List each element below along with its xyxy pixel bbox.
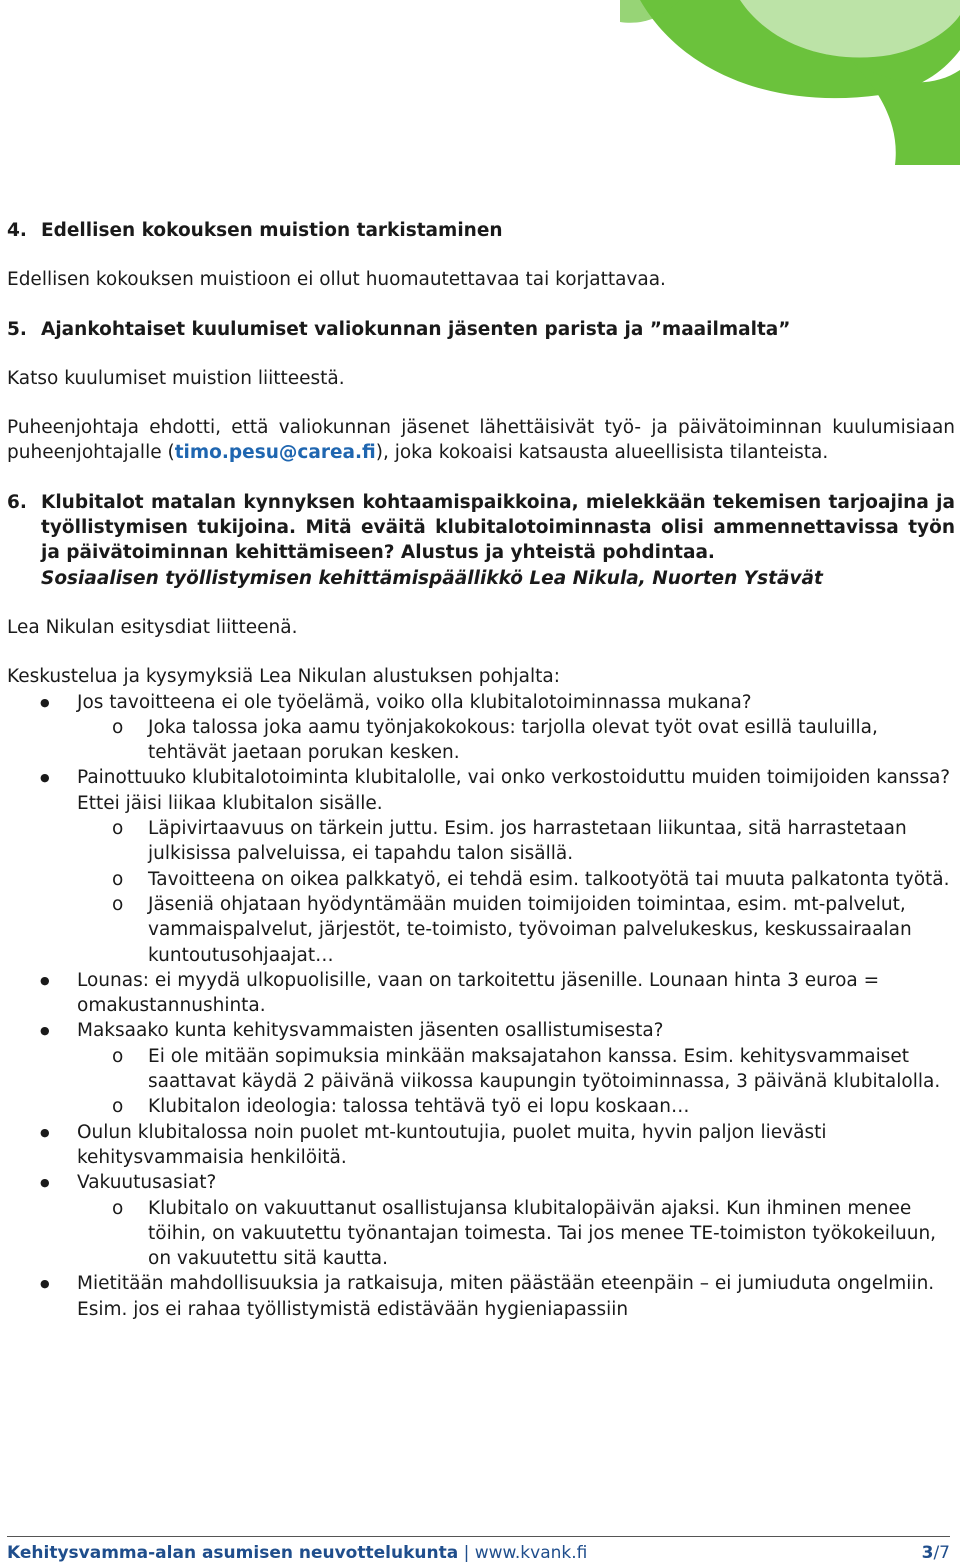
green-swirl-logo-icon <box>620 0 960 165</box>
list-subitem: o Läpivirtaavuus on tärkein juttu. Esim. jos harrastetaan liikuntaa, sitä harrastetaan julkisissa palveluissa, ei tapahdu talon sisällä. <box>7 816 955 867</box>
list-item: ● Lounas: ei myydä ulkopuolisille, vaan on tarkoitettu jäsenille. Lounaan hinta 3 euroa = omakustannushinta. <box>7 968 955 1019</box>
list-subitem: o Klubitalon ideologia: talossa tehtävä työ ei lopu koskaan… <box>7 1094 955 1119</box>
section-5-heading: 5. Ajankohtaiset kuulumiset valiokunnan jäsenten parista ja ”maailmalta” <box>7 318 791 340</box>
page-number: 3/7 <box>921 1543 950 1563</box>
document-body <box>7 218 955 1322</box>
list-item: ● Jos tavoitteena ei ole työelämä, voiko olla klubitalotoiminnassa mukana? <box>7 690 955 715</box>
footer-separator: | <box>463 1543 470 1563</box>
section-5-text-2: Puheenjohtaja ehdotti, että valiokunnan jäsenet lähettäisivät työ- ja päivätoiminnan kuulumisiaan puheenjohtajalle (timo.pesu@carea.fi), joka kokoaisi katsausta alueellisista tilanteista. <box>7 417 955 464</box>
section-5-text-1: Katso kuulumiset muistion liitteestä. <box>7 367 345 389</box>
footer-brand: Kehitysvamma-alan asumisen neuvottelukunta <box>7 1543 459 1563</box>
list-subitem: o Tavoitteena on oikea palkkatyö, ei tehdä esim. talkootyötä tai muuta palkatonta työtä. <box>7 867 955 892</box>
list-item: ● Vakuutusasiat? <box>7 1170 955 1195</box>
footer-url[interactable]: www.kvank.fi <box>474 1543 588 1563</box>
section-6-intro: Keskustelua ja kysymyksiä Lea Nikulan alustuksen pohjalta: <box>7 666 560 688</box>
email-link[interactable]: timo.pesu@carea.fi <box>174 442 376 464</box>
section-4-text: Edellisen kokouksen muistioon ei ollut huomautettavaa tai korjattavaa. <box>7 269 666 291</box>
list-subitem: o Jäseniä ohjataan hyödyntämään muiden toimijoiden toimintaa, esim. mt-palvelut, vammaispalvelut, järjestöt, te-toimisto, työvoiman palvelukeskus, keskussairaalan kuntoutusohjaajat… <box>7 892 955 968</box>
section-6-speaker: Sosiaalisen työllistymisen kehittämispäällikkö Lea Nikula, Nuorten Ystävät <box>41 567 823 589</box>
list-item: ● Painottuuko klubitalotoiminta klubitalolle, vai onko verkostoiduttu muiden toimijoiden kanssa? Ettei jäisi liikaa klubitalon sisälle. <box>7 765 955 816</box>
section-6-text-1: Lea Nikulan esitysdiat liitteenä. <box>7 616 298 638</box>
list-item: ● Oulun klubitalossa noin puolet mt-kuntoutujia, puolet muita, hyvin paljon lievästi kehitysvammaisia henkilöitä. <box>7 1120 955 1171</box>
list-subitem: o Joka talossa joka aamu työnjakokokous: tarjolla olevat työt ovat esillä tauluilla, tehtävät jaetaan porukan kesken. <box>7 715 955 766</box>
list-item: ● Maksaako kunta kehitysvammaisten jäsenten osallistumisesta? <box>7 1018 955 1043</box>
list-subitem: o Ei ole mitään sopimuksia minkään maksajatahon kanssa. Esim. kehitysvammaiset saattavat käydä 2 päivänä viikossa kaupungin työtoiminnassa, 3 päivänä klubitalolla. <box>7 1044 955 1095</box>
list-item: ● Mietitään mahdollisuuksia ja ratkaisuja, miten päästään eteenpäin – ei jumiuduta ongelmiin. Esim. jos ei rahaa työllistymistä edistävään hygieniapassiin <box>7 1271 955 1322</box>
discussion-list <box>7 690 955 1322</box>
section-6-heading: 6. Klubitalot matalan kynnyksen kohtaamispaikkoina, mielekkään tekemisen tarjoajina ja työllistymisen tukijoina. Mitä eväitä klubitalotoiminnasta olisi ammennettavissa työn ja päivätoiminnan kehittämiseen? Alustus ja yhteistä pohdintaa. Sosiaalisen työllistymisen kehittämispäällikkö Lea Nikula, Nuorten Ystävät <box>7 491 955 589</box>
list-subitem: o Klubitalo on vakuuttanut osallistujansa klubitalopäivän ajaksi. Kun ihminen menee töihin, on vakuutettu työnantajan toimesta. Tai jos menee TE-toimiston työkokeiluun, on vakuutettu sitä kautta. <box>7 1196 955 1272</box>
page-footer <box>7 1536 950 1563</box>
section-4-heading: 4. Edellisen kokouksen muistion tarkistaminen <box>7 220 503 241</box>
